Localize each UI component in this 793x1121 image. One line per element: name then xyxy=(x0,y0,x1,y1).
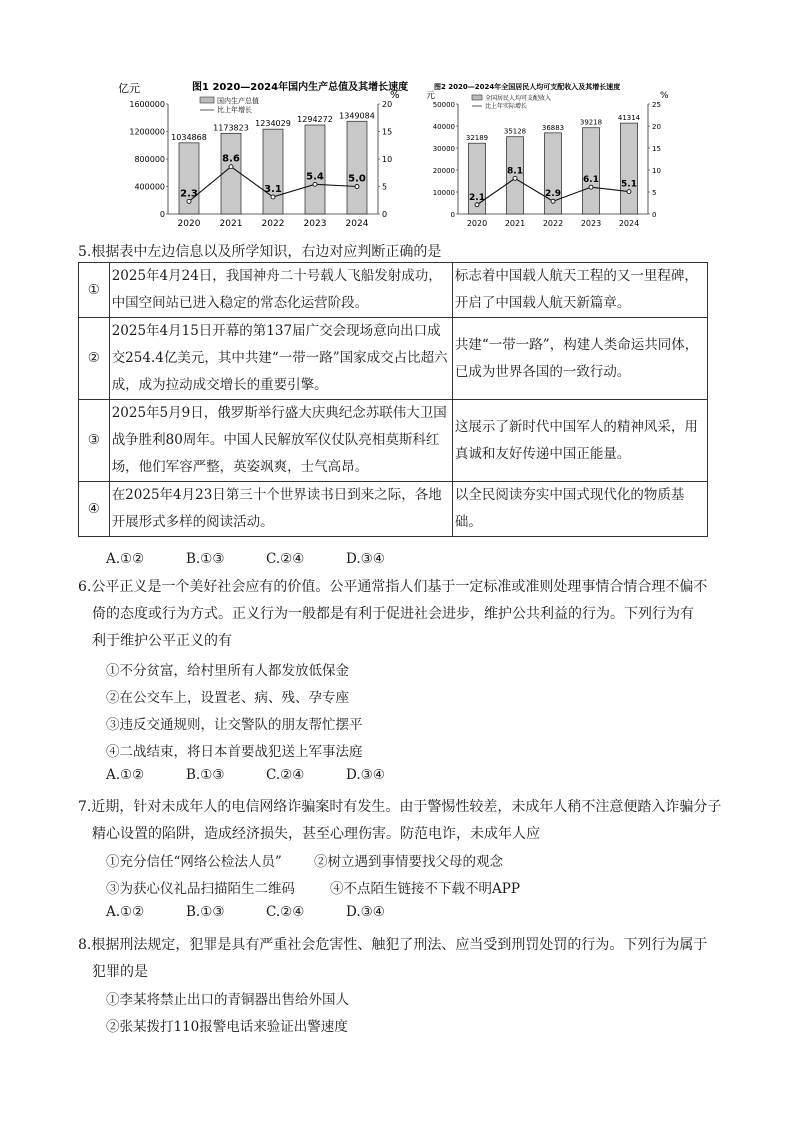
bar-value-label: 1173823 xyxy=(213,123,249,133)
income-legend xyxy=(472,94,551,110)
growth-value-label: 2.9 xyxy=(545,189,561,200)
y-tick-label: 0 xyxy=(450,211,455,219)
bar xyxy=(347,121,367,214)
y2-tick-label: 0 xyxy=(652,211,657,219)
income-legend-bar: 全国居民人均可支配收入 xyxy=(485,95,552,102)
y-tick-label: 1200000 xyxy=(129,127,165,137)
row-judgement: 以全民阅读夯实中国式现代化的物质基础。 xyxy=(452,482,707,537)
bar xyxy=(621,123,638,214)
q6-stem-line: 6.公平正义是一个美好社会应有的价值。公平通常指人们基于一定标准或准则处理事情合情合理不偏不 xyxy=(78,579,708,595)
bar-value-label: 1034868 xyxy=(171,132,207,142)
y-tick-label: 800000 xyxy=(134,155,165,164)
q8-item-2: ②张某拨打110报警电话来验证出警速度 xyxy=(106,1019,348,1035)
y-tick-label: 1600000 xyxy=(129,100,165,109)
q6-stem xyxy=(78,574,718,655)
growth-point xyxy=(355,185,359,189)
row-info: 2025年4月24日，我国神舟二十号载人飞船发射成功，中国空间站已进入稳定的常态化运营阶段。 xyxy=(109,263,452,318)
row-info: 在2025年4月23日第三十个世界读书日到来之际，各地开展形式多样的阅读活动。 xyxy=(109,482,452,537)
growth-value-label: 2.1 xyxy=(469,192,485,203)
row-judgement: 这展示了新时代中国军人的精神风采，用真诚和友好传递中国正能量。 xyxy=(452,400,707,482)
x-tick-label: 2021 xyxy=(504,219,526,228)
row-number: ② xyxy=(79,318,110,400)
y2-tick-label: 10 xyxy=(652,167,661,175)
bar xyxy=(263,129,283,214)
growth-point xyxy=(551,199,555,203)
y2-tick-label: 0 xyxy=(382,210,388,219)
income-x-labels xyxy=(467,219,639,228)
q5-table xyxy=(78,262,708,537)
table-row xyxy=(79,263,708,318)
gdp-legend xyxy=(200,96,259,114)
income-y-unit: 元 xyxy=(426,91,436,101)
y-tick-label: 50000 xyxy=(432,101,455,109)
growth-point xyxy=(229,165,233,169)
growth-value-label: 2.3 xyxy=(180,188,198,200)
gdp-legend-bar: 国内生产总值 xyxy=(217,97,259,105)
q8-stem-line: 8.根据刑法规定，犯罪是具有严重社会危害性、触犯了刑法、应当受到刑罚处罚的行为。下列行为属于 xyxy=(78,937,708,953)
x-tick-label: 2022 xyxy=(542,219,564,228)
q6-item-4: ④二战结束，将日本首要战犯送上军事法庭 xyxy=(106,744,363,760)
y2-tick-label: 5 xyxy=(652,189,657,197)
option-b[interactable]: B.①③ xyxy=(186,551,225,567)
x-tick-label: 2021 xyxy=(219,219,243,229)
row-judgement: 共建“一带一路”，构建人类命运共同体，已成为世界各国的一致行动。 xyxy=(452,318,707,400)
y2-tick-label: 15 xyxy=(652,145,661,153)
q6-stem-line: 利于维护公平正义的有 xyxy=(92,633,232,649)
q6-options xyxy=(106,767,426,783)
q6-item-3: ③违反交通规则，让交警队的朋友帮忙摆平 xyxy=(106,717,363,733)
growth-value-label: 6.1 xyxy=(583,175,599,186)
q5-options xyxy=(106,551,426,567)
option-c[interactable]: C.②④ xyxy=(266,767,305,783)
bar-value-label: 1294272 xyxy=(297,115,333,125)
y-tick-label: 30000 xyxy=(432,145,455,153)
bar-value-label: 36883 xyxy=(541,123,565,132)
gdp-chart xyxy=(100,78,420,233)
y-tick-label: 0 xyxy=(159,210,165,219)
q7-item-4: ④不点陌生链接不下载不明APP xyxy=(330,881,520,897)
x-tick-label: 2020 xyxy=(177,219,201,229)
x-tick-label: 2023 xyxy=(303,219,327,229)
y-tick-label: 40000 xyxy=(432,123,455,131)
gdp-y2-unit: % xyxy=(390,90,400,101)
table-row xyxy=(79,482,708,537)
income-chart xyxy=(420,78,675,233)
q7-items-row-2 xyxy=(106,877,520,897)
row-number: ④ xyxy=(79,482,110,537)
income-legend-line: 比上年实际增长 xyxy=(485,103,528,110)
gdp-x-labels xyxy=(178,219,369,229)
q8-stem xyxy=(78,932,718,986)
growth-point xyxy=(475,203,479,207)
q7-item-1: ①充分信任“网络公检法人员” xyxy=(106,854,282,870)
option-d[interactable]: D.③④ xyxy=(346,551,385,567)
y2-tick-label: 25 xyxy=(652,101,661,109)
q8-stem-line: 犯罪的是 xyxy=(92,964,148,980)
q7-stem xyxy=(78,794,722,848)
y2-tick-label: 5 xyxy=(382,182,388,192)
q5-stem: 5.根据表中左边信息以及所学知识，右边对应判断正确的是 xyxy=(78,244,442,260)
option-b[interactable]: B.①③ xyxy=(186,904,225,920)
y2-tick-label: 15 xyxy=(382,127,393,137)
growth-value-label: 5.0 xyxy=(348,173,366,185)
x-tick-label: 2022 xyxy=(261,219,285,229)
row-number: ① xyxy=(79,263,110,318)
q7-items-row-1 xyxy=(106,850,503,870)
bar-value-label: 1234029 xyxy=(255,119,291,129)
table-row xyxy=(79,400,708,482)
growth-value-label: 8.6 xyxy=(222,153,240,165)
y2-tick-label: 20 xyxy=(382,100,393,109)
growth-point xyxy=(313,182,317,186)
growth-point xyxy=(627,190,631,194)
income-y2-axis xyxy=(648,101,661,219)
option-b[interactable]: B.①③ xyxy=(186,767,225,783)
y-tick-label: 10000 xyxy=(432,189,455,197)
q7-item-2: ②树立遇到事情要找父母的观念 xyxy=(314,854,503,870)
bar xyxy=(221,133,241,214)
bar-value-label: 41314 xyxy=(617,114,641,123)
y2-tick-label: 20 xyxy=(652,123,661,131)
option-c[interactable]: C.②④ xyxy=(266,551,305,567)
bar-value-label: 32189 xyxy=(465,134,489,143)
option-a[interactable]: A.①② xyxy=(106,767,145,783)
q6-item-2: ②在公交车上，设置老、病、残、孕专座 xyxy=(106,690,349,706)
row-judgement: 标志着中国载人航天工程的又一里程碑，开启了中国载人航天新篇章。 xyxy=(452,263,707,318)
row-number: ③ xyxy=(79,400,110,482)
gdp-y-unit: 亿元 xyxy=(118,82,140,95)
income-y-axis xyxy=(433,101,458,219)
option-d[interactable]: D.③④ xyxy=(346,904,385,920)
y-tick-label: 20000 xyxy=(432,167,455,175)
q7-stem-line: 精心设置的陷阱，造成经济损失，甚至心理伤害。防范电诈，未成年人应 xyxy=(92,826,540,842)
bar-value-label: 35128 xyxy=(503,127,527,136)
income-y2-unit: % xyxy=(660,91,669,101)
q7-item-3: ③为获心仪礼品扫描陌生二维码 xyxy=(106,881,295,897)
gdp-y-axis xyxy=(129,100,168,219)
gdp-legend-line: 比上年增长 xyxy=(217,106,252,114)
gdp-y2-axis xyxy=(378,100,392,219)
growth-point xyxy=(187,199,191,203)
option-c[interactable]: C.②④ xyxy=(266,904,305,920)
gdp-legend-bar-swatch xyxy=(200,97,214,103)
growth-value-label: 8.1 xyxy=(507,166,523,177)
y2-tick-label: 10 xyxy=(382,155,393,164)
growth-point xyxy=(513,176,517,180)
x-tick-label: 2020 xyxy=(466,219,488,228)
option-d[interactable]: D.③④ xyxy=(346,767,385,783)
y-tick-label: 400000 xyxy=(134,182,165,192)
x-tick-label: 2024 xyxy=(345,219,369,229)
q8-item-1: ①李某将禁止出口的青铜器出售给外国人 xyxy=(106,992,349,1008)
growth-value-label: 5.4 xyxy=(306,171,324,183)
q6-stem-line: 倚的态度或行为方式。正义行为一般都是有利于促进社会进步，维护公共利益的行为。下列行为有 xyxy=(92,606,694,622)
growth-value-label: 3.1 xyxy=(264,183,282,195)
q7-stem-line: 7.近期，针对未成年人的电信网络诈骗案时有发生。由于警惕性较差，未成年人稍不注意便踏入诈骗分子 xyxy=(78,799,722,815)
bar xyxy=(583,128,600,214)
x-tick-label: 2024 xyxy=(618,219,640,228)
income-legend-bar-swatch xyxy=(472,95,482,100)
bar xyxy=(305,125,325,214)
table-row xyxy=(79,318,708,400)
income-chart-title: 图2 2020—2024年全国居民人均可支配收入及其增长速度 xyxy=(434,83,621,91)
option-a[interactable]: A.①② xyxy=(106,904,145,920)
gdp-chart-title: 图1 2020—2024年国内生产总值及其增长速度 xyxy=(192,82,409,93)
bar-value-label: 1349084 xyxy=(339,111,375,121)
growth-point xyxy=(589,185,593,189)
bar-value-label: 39218 xyxy=(579,118,603,127)
growth-value-label: 5.1 xyxy=(621,179,637,190)
q7-options xyxy=(106,904,426,920)
q6-item-1: ①不分贫富，给村里所有人都发放低保金 xyxy=(106,663,349,679)
option-a[interactable]: A.①② xyxy=(106,551,145,567)
x-tick-label: 2023 xyxy=(580,219,602,228)
row-info: 2025年5月9日，俄罗斯举行盛大庆典纪念苏联伟大卫国战争胜利80周年。中国人民解放军仪仗队亮相莫斯科红场，他们军容严整，英姿飒爽，士气高昂。 xyxy=(109,400,452,482)
growth-point xyxy=(271,195,275,199)
row-info: 2025年4月15日开幕的第137届广交会现场意向出口成交254.4亿美元，其中共建“一带一路”国家成交占比超六成，成为拉动成交增长的重要引擎。 xyxy=(109,318,452,400)
